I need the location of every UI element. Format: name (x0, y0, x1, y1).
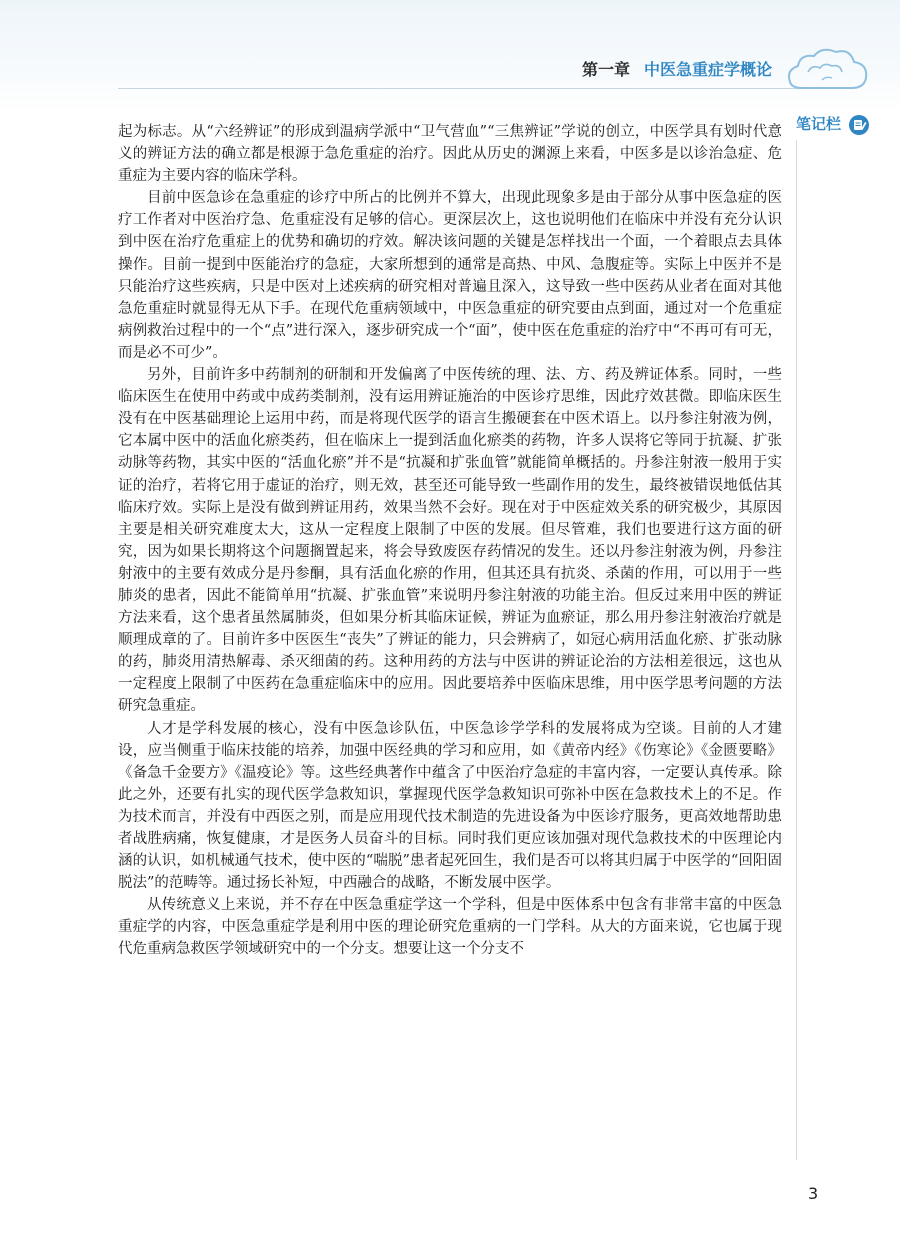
paragraph: 目前中医急诊在急重症的诊疗中所占的比例并不算大，出现此现象多是由于部分从事中医急症的医疗工作者对中医治疗急、危重症没有足够的信心。更深层次上，这也说明他们在临床中并没有充分认识到中医在治疗危重症上的优势和确切的疗效。解决该问题的关键是怎样找出一个面，一个着眼点去具体操作。目前一提到中医能治疗的急症，大家所想到的通常是高热、中风、急腹症等。实际上中医并不是只能治疗这些疾病，只是中医对上述疾病的研究相对普遍且深入，这导致一些中医药从业者在面对其他急危重症时就显得无从下手。在现代危重病领域中，中医急重症的研究要由点到面，通过对一个危重症病例救治过程中的一个“点”进行深入，逐步研究成一个“面”，使中医在危重症的治疗中“不再可有可无，而是必不可少”。 (118, 190, 782, 361)
paragraph: 起为标志。从“六经辨证”的形成到温病学派中“卫气营血”“三焦辨证”学说的创立，中医学具有划时代意义的辨证方法的确立都是根源于急危重症的治疗。因此从历史的渊源上来看，中医多是以诊治急症、危重症为主要内容的临床学科。 (118, 124, 782, 185)
cloud-ornament-icon (782, 42, 872, 100)
running-header (582, 58, 772, 82)
notes-column-rule (796, 140, 797, 1160)
notes-column-label: 笔记栏 (796, 115, 842, 133)
header-divider (118, 88, 808, 89)
main-text (118, 121, 782, 961)
paragraph: 人才是学科发展的核心，没有中医急诊队伍，中医急诊学学科的发展将成为空谈。目前的人才建设，应当侧重于临床技能的培养，加强中医经典的学习和应用，如《黄帝内经》《伤寒论》《金匮要略》《备急千金要方》《温疫论》等。这些经典著作中蕴含了中医治疗急症的丰富内容，一定要认真传承。除此之外，还要有扎实的现代医学急救知识，掌握现代医学急救知识可弥补中医在急救技术上的不足。作为技术而言，并没有中西医之别，而是应用现代技术制造的先进设备为中医诊疗服务，更高效地帮助患者战胜病痛，恢复健康，才是医务人员奋斗的目标。同时我们更应该加强对现代急救技术的中医理论内涵的认识，如机械通气技术，使中医的“喘脱”患者起死回生，我们是否可以将其归属于中医学的“回阳固脱法”的范畴等。通过扬长补短，中西融合的战略，不断发展中医学。 (118, 720, 782, 892)
chapter-number: 第一章 (582, 60, 631, 79)
header-band (0, 0, 900, 112)
paragraph: 另外，目前许多中药制剂的研制和开发偏离了中医传统的理、法、方、药及辨证体系。同时，一些临床医生在使用中药或中成药类制剂，没有运用辨证施治的中医诊疗思维，因此疗效甚微。即临床医生没有在中医基础理论上运用中药，而是将现代医学的语言生搬硬套在中医术语上。以丹参注射液为例，它本属中医中的活血化瘀类药，但在临床上一提到活血化瘀类的药物，许多人误将它等同于抗凝、扩张动脉等药物，其实中医的“活血化瘀”并不是“抗凝和扩张血管”就能简单概括的。丹参注射液一般用于实证的治疗，若将它用于虚证的治疗，则无效，甚至还可能导致一些副作用的发生，最终被错误地低估其临床疗效。实际上是没有做到辨证用药，效果当然不会好。现在对于中医症效关系的研究极少，其原因主要是相关研究难度太大，这从一定程度上限制了中医的发展。但尽管难，我们也要进行这方面的研究，因为如果长期将这个问题搁置起来，将会导致废医存药情况的发生。还以丹参注射液为例，丹参注射液中的主要有效成分是丹参酮，具有活血化瘀的作用，但其还具有抗炎、杀菌的作用，可以用于一些肺炎的患者，因此不能简单用“抗凝、扩张血管”来说明丹参注射液的功能主治。但反过来用中医的辨证方法来看，这个患者虽然属肺炎，但如果分析其临床证候，辨证为血瘀证，那么用丹参注射液治疗就是顺理成章的了。目前许多中医医生“丧失”了辨证的能力，只会辨病了，如冠心病用活血化瘀、扩张动脉的药，肺炎用清热解毒、杀灭细菌的药。这种用药的方法与中医讲的辨证论治的方法相差很远，这也从一定程度上限制了中医药在急重症临床中的应用。因此要培养中医临床思维，用中医学思考问题的方法研究急重症。 (118, 367, 782, 715)
page-number: 3 (808, 1184, 819, 1203)
chapter-title: 中医急重症学概论 (644, 60, 773, 79)
notes-pen-icon (848, 114, 870, 136)
paragraph: 从传统意义上来说，并不存在中医急重症学这一个学科，但是中医体系中包含有非常丰富的中医急重症学的内容，中医急重症学是利用中医的理论研究危重病的一门学科。从大的方面来说，它也属于现代危重病急救医学领域研究中的一个分支。想要让这一个分支不 (118, 897, 782, 958)
